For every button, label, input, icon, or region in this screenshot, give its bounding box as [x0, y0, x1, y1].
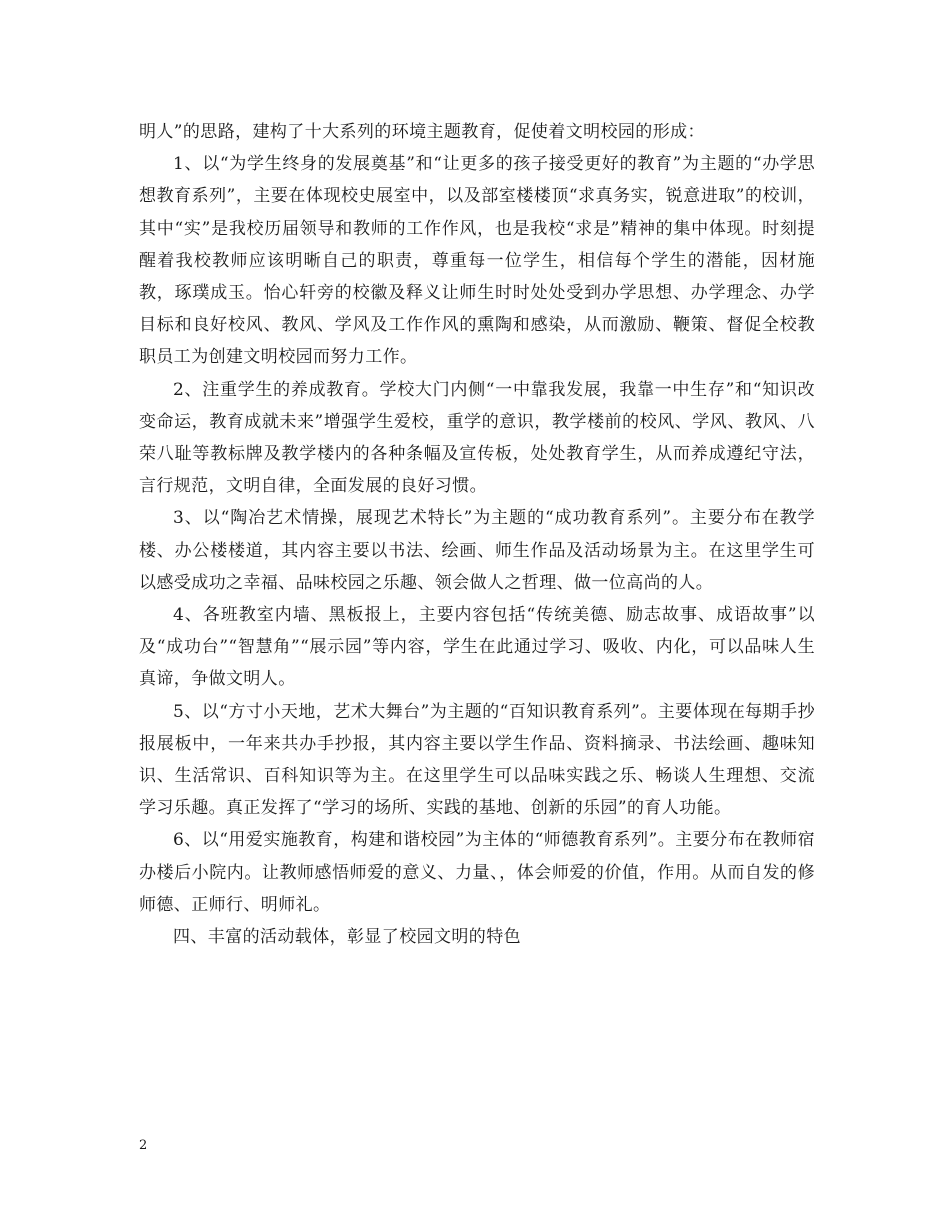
document-body — [139, 116, 815, 953]
paragraph-item-2: 2、注重学生的养成教育。学校大门内侧“一中靠我发展，我靠一中生存”和“知识改变命运，教育成就未来”增强学生爱校，重学的意识，教学楼前的校风、学风、教风、八荣八耻等教标牌及教学楼内的各种条幅及宣传板，处处教育学生，从而养成遵纪守法，言行规范，文明自律，全面发展的良好习惯。 — [139, 379, 815, 497]
paragraph-intro: 明人”的思路，建构了十大系列的环境主题教育，促使着文明校园的形成： — [139, 122, 705, 142]
section-heading-4: 四、丰富的活动载体，彰显了校园文明的特色 — [173, 927, 521, 948]
paragraph-item-4: 4、各班教室内墙、黑板报上，主要内容包括“传统美德、励志故事、成语故事”以及“成功台”“智慧角”“展示园”等内容，学生在此通过学习、吸收、内化，可以品味人生真谛，争做文明人。 — [139, 605, 815, 690]
paragraph-item-3: 3、以“陶冶艺术情操，展现艺术特长”为主题的“成功教育系列”。主要分布在教学楼、办公楼楼道，其内容主要以书法、绘画、师生作品及活动场景为主。在这里学生可以感受成功之幸福、品味校园之乐趣、领会做人之哲理、做一位高尚的人。 — [139, 508, 815, 593]
page-number: 2 — [139, 1138, 148, 1153]
paragraph-item-5: 5、以“方寸小天地，艺术大舞台”为主题的“百知识教育系列”。主要体现在每期手抄报展板中，一年来共办手抄报，其内容主要以学生作品、资料摘录、书法绘画、趣味知识、生活常识、百科知识等为主。在这里学生可以品味实践之乐、畅谈人生理想、交流学习乐趣。真正发挥了“学习的场所、实践的基地、创新的乐园”的育人功能。 — [139, 701, 815, 819]
paragraph-item-1: 1、以“为学生终身的发展奠基”和“让更多的孩子接受更好的教育”为主题的“办学思想教育系列”，主要在体现校史展室中，以及部室楼楼顶“求真务实，锐意进取”的校训，其中“实”是我校历届领导和教师的工作作风，也是我校“求是”精神的集中体现。时刻提醒着我校教师应该明晰自己的职责，尊重每一位学生，相信每个学生的潜能，因材施教，琢璞成玉。怡心轩旁的校徽及释义让师生时时处处受到办学思想、办学理念、办学目标和良好校风、教风、学风及工作作风的熏陶和感染，从而激励、鞭策、督促全校教职员工为创建文明校园而努力工作。 — [139, 154, 815, 368]
paragraph-item-6: 6、以“用爱实施教育，构建和谐校园”为主体的“师德教育系列”。主要分布在教师宿办楼后小院内。让教师感悟师爱的意义、力量、，体会师爱的价值，作用。从而自发的修师德、正师行、明师礼。 — [139, 830, 815, 915]
